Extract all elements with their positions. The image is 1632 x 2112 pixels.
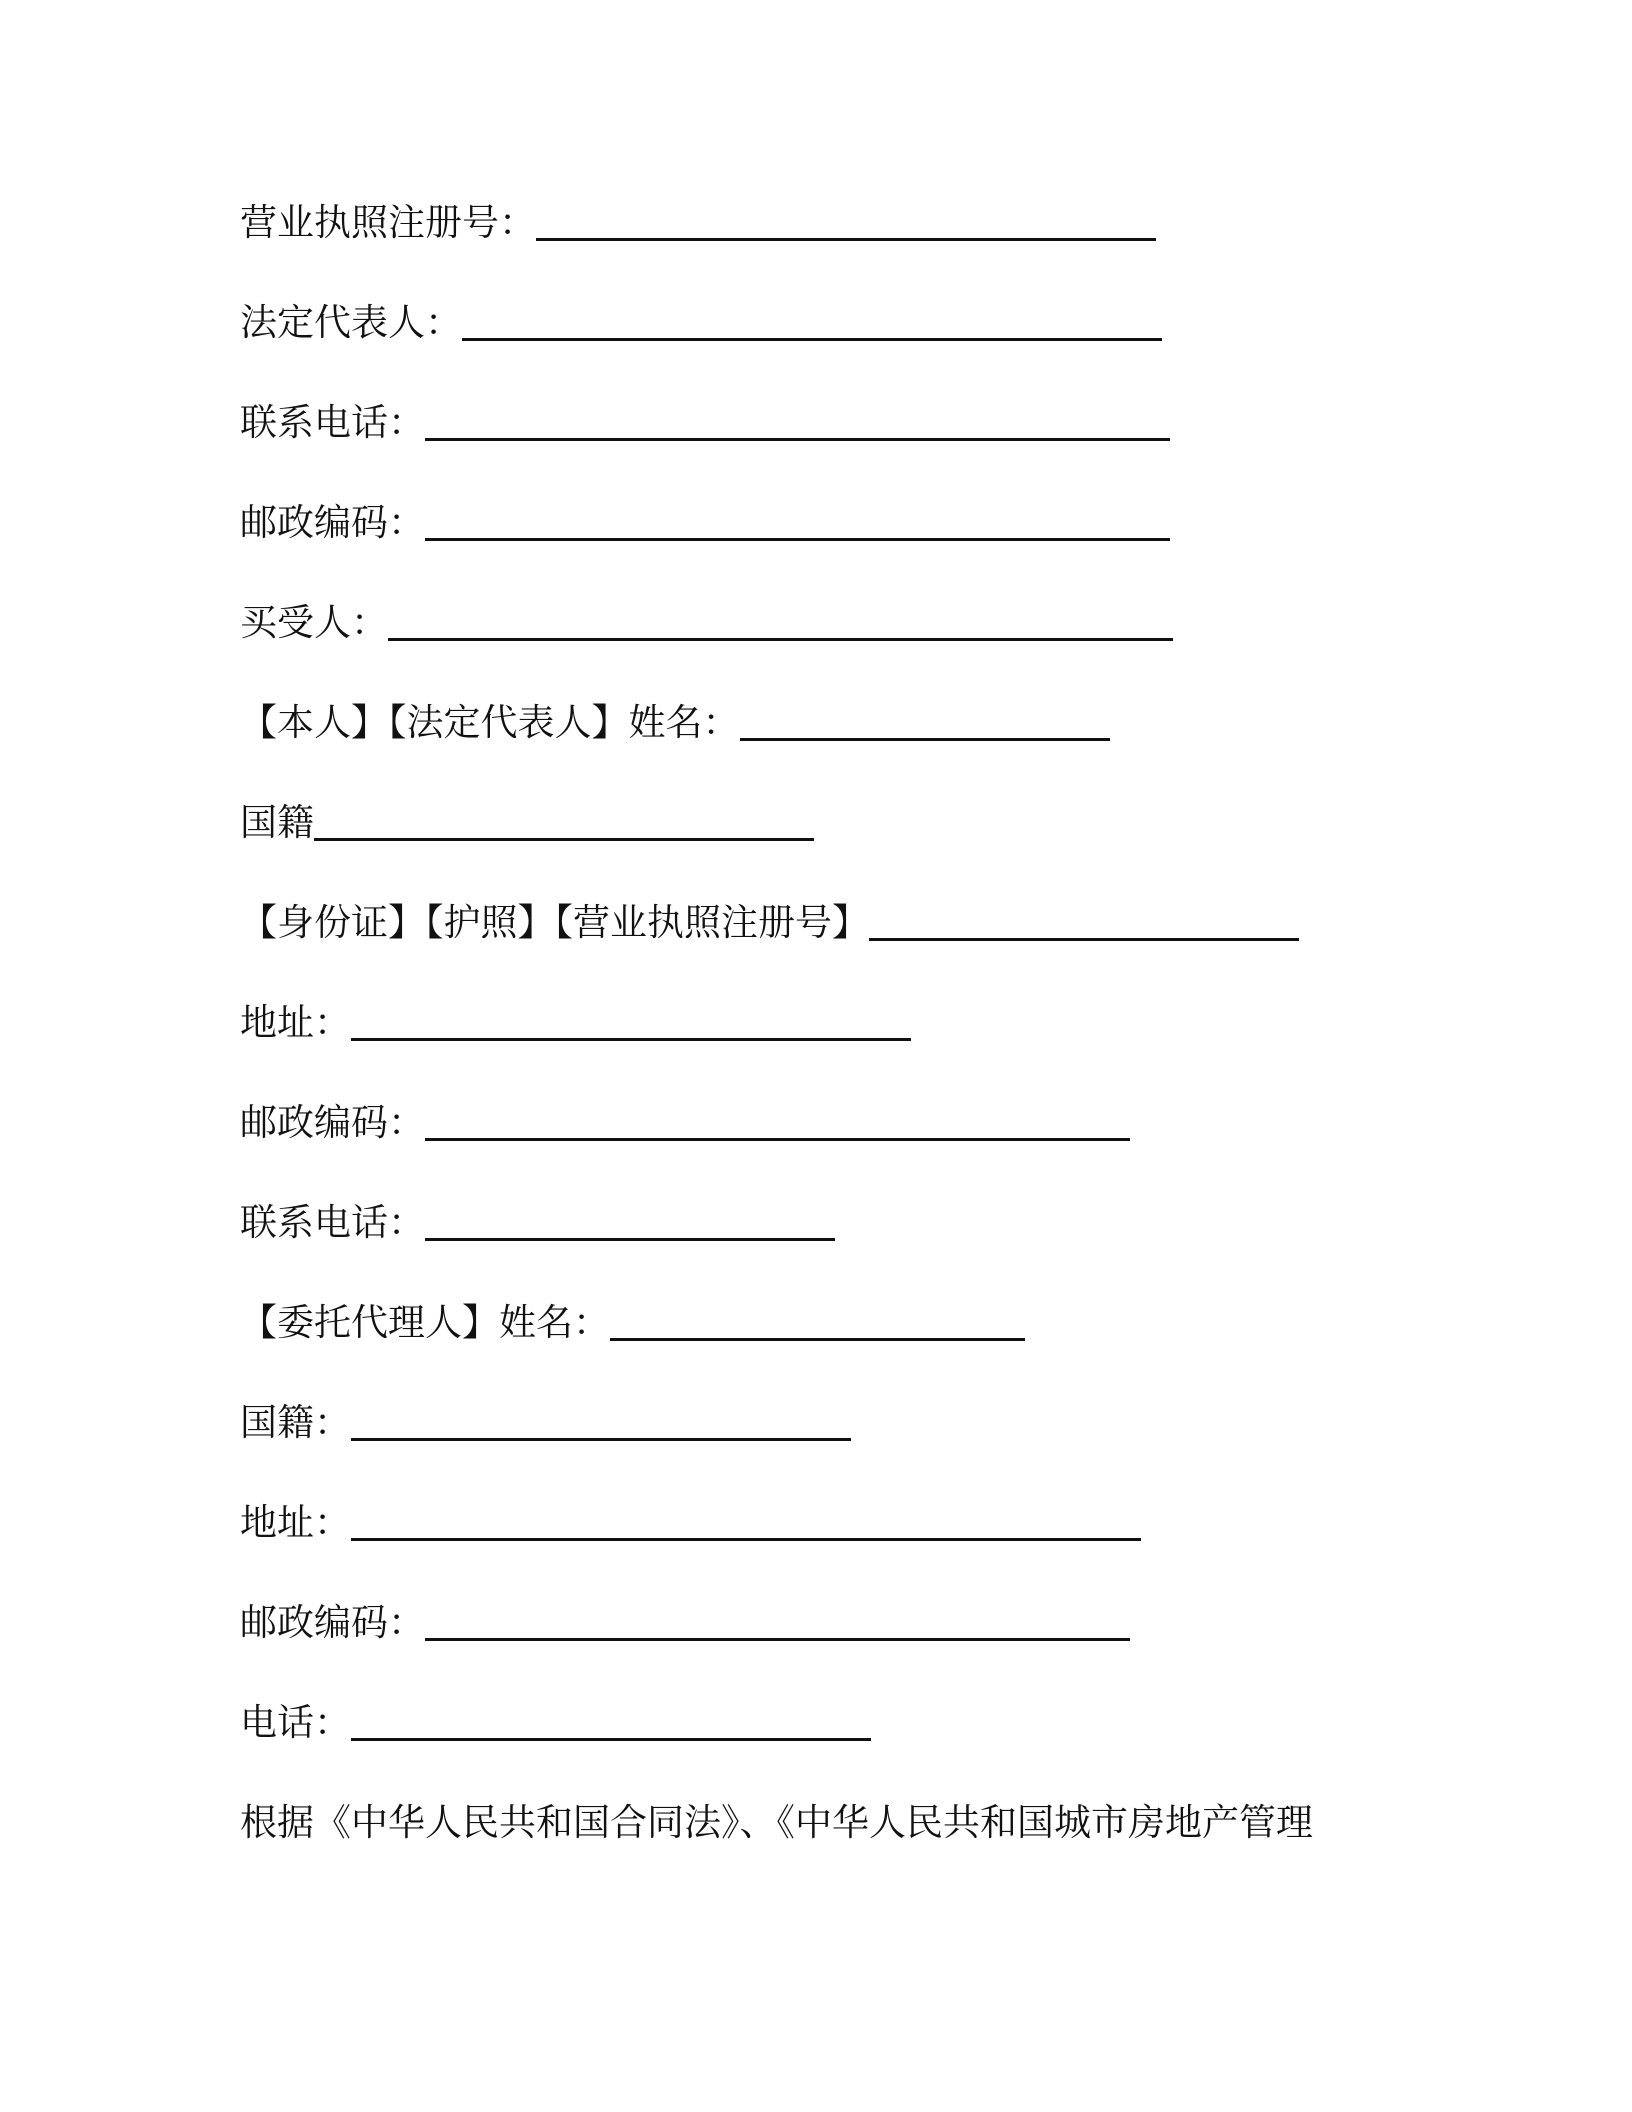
form-line-postal-code [240,493,1170,553]
form-line-address [240,993,911,1053]
form-line-postal-code-2 [240,1093,1130,1153]
fill-in-blank [425,438,1170,441]
form-line-legal-representative [240,293,1162,353]
body-paragraph [240,1793,1313,1853]
form-line-nationality [240,793,814,853]
field-label: 邮政编码： [240,1601,425,1644]
field-label: 国籍 [240,801,314,844]
paragraph-text: 根据《中华人民共和国合同法》、《中华人民共和国城市房地产管理 [240,1801,1313,1844]
field-label: 【本人】【法定代表人】姓名： [240,701,740,744]
fill-in-blank [314,838,814,841]
fill-in-blank [351,1038,911,1041]
form-line-agent-phone [240,1693,871,1753]
field-label: 邮政编码： [240,1101,425,1144]
field-label: 地址： [240,1001,351,1044]
form-line-buyer [240,593,1173,653]
form-line-phone-2 [240,1193,835,1253]
fill-in-blank [425,1238,835,1241]
fill-in-blank [425,1138,1130,1141]
form-line-agent-postal-code [240,1593,1130,1653]
field-label: 【委托代理人】姓名： [240,1301,610,1344]
field-label: 电话： [240,1701,351,1744]
fill-in-blank [536,238,1156,241]
form-line-buyer-name [240,693,1110,753]
fill-in-blank [869,938,1299,941]
field-label: 邮政编码： [240,501,425,544]
form-line-phone [240,393,1170,453]
field-label: 营业执照注册号： [240,201,536,244]
fill-in-blank [425,538,1170,541]
form-line-agent-nationality [240,1393,851,1453]
field-label: 地址： [240,1501,351,1544]
form-line-id-document [240,893,1299,953]
form-line-agent-address [240,1493,1141,1553]
fill-in-blank [388,638,1173,641]
form-line-business-license-no [240,193,1156,253]
fill-in-blank [351,1738,871,1741]
fill-in-blank [351,1538,1141,1541]
fill-in-blank [740,738,1110,741]
field-label: 买受人： [240,601,388,644]
field-label: 联系电话： [240,1201,425,1244]
fill-in-blank [462,338,1162,341]
form-line-agent-name [240,1293,1025,1353]
fill-in-blank [610,1338,1025,1341]
fill-in-blank [351,1438,851,1441]
field-label: 联系电话： [240,401,425,444]
field-label: 国籍： [240,1401,351,1444]
fill-in-blank [425,1638,1130,1641]
field-label: 法定代表人： [240,301,462,344]
field-label: 【身份证】【护照】【营业执照注册号】 [240,901,869,944]
